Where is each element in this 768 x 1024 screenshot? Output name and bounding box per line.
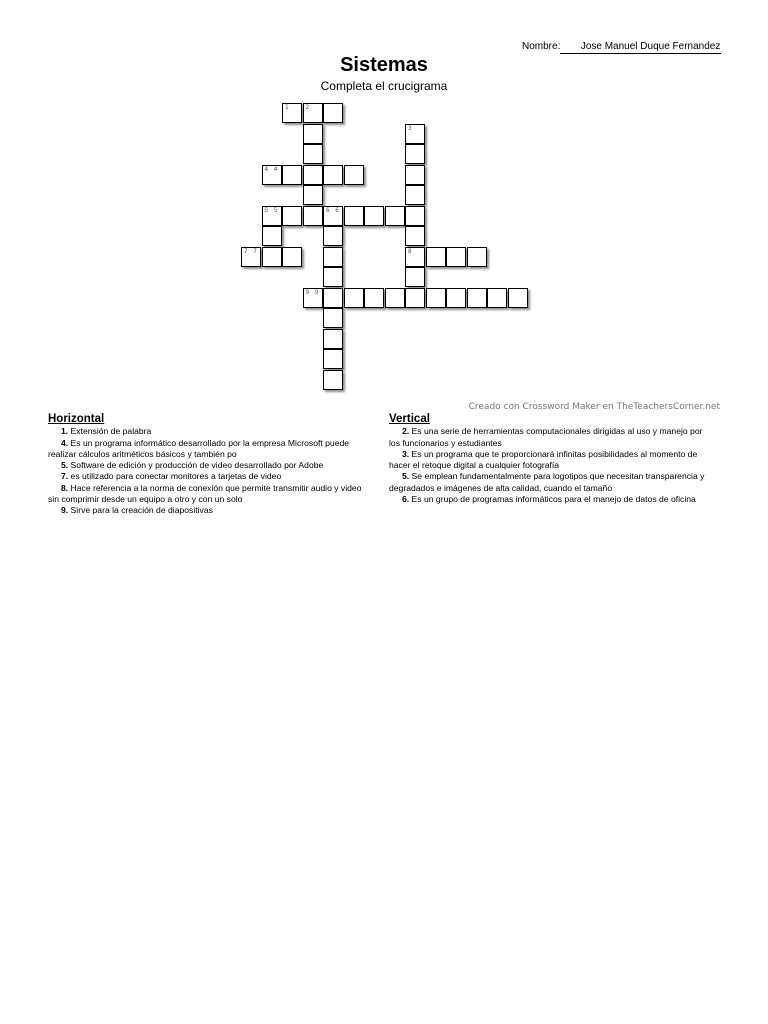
clue-number: 4.	[61, 437, 69, 448]
vertical-clues	[389, 414, 709, 505]
clue-number: 7.	[61, 471, 69, 482]
crossword-cell[interactable]	[262, 247, 282, 267]
name-label: Nombre:	[522, 41, 561, 52]
clue-item	[48, 483, 368, 506]
crossword-cell[interactable]	[467, 288, 487, 308]
clue-text: Es un programa informático desarrollado por la empresa Microsoft puede realizar cálculos aritméticos básicos y también po	[48, 437, 350, 459]
crossword-cell[interactable]	[323, 103, 343, 123]
clue-item	[389, 471, 709, 494]
horizontal-heading: Horizontal	[48, 413, 105, 425]
page-title: Sistemas	[340, 54, 428, 76]
horizontal-clues	[48, 414, 368, 517]
clue-item	[389, 494, 709, 505]
clue-text: Es un programa que te proporcionará infinitas posibilidades al momento de hacer el retoque digital a cualquier fotografía	[389, 448, 698, 471]
crossword-cell[interactable]	[323, 349, 343, 369]
crossword-cell[interactable]	[303, 185, 323, 205]
vertical-heading: Vertical	[389, 413, 430, 425]
clue-number: 8.	[61, 482, 69, 493]
clue-text: Sirve para la creación de diapositivas	[68, 505, 213, 516]
clue-item	[48, 438, 368, 461]
clue-text: Es un grupo de programas informáticos para el manejo de datos de oficina	[409, 494, 696, 505]
crossword-cell[interactable]	[303, 288, 323, 308]
clue-item	[48, 460, 368, 471]
crossword-cell[interactable]	[364, 288, 384, 308]
clue-text: Hace referencia a la norma de conexión que permite transmitir audio y video sin comprimir desde un equipo a otro y con un solo	[48, 482, 362, 505]
crossword-cell[interactable]	[303, 124, 323, 144]
clue-number: 2.	[402, 426, 410, 437]
credit-text: Creado con Crossword Maker en TheTeachersCorner.net	[468, 402, 720, 412]
crossword-cell[interactable]	[385, 288, 405, 308]
crossword-cell[interactable]	[323, 206, 343, 226]
clue-number: 5.	[402, 471, 410, 482]
crossword-cell[interactable]	[405, 247, 425, 267]
name-value: Jose Manuel Duque Fernandez	[560, 41, 721, 54]
clue-text: Se emplean fundamentalmente para logotipos que necesitan transparencia y degradados e imágenes de alta calidad, cuando el tamaño	[389, 471, 705, 493]
crossword-cell[interactable]	[323, 308, 343, 328]
crossword-cell[interactable]	[323, 267, 343, 287]
crossword-cell[interactable]	[262, 165, 282, 185]
crossword-cell[interactable]	[405, 288, 425, 308]
crossword-cell[interactable]	[405, 267, 425, 287]
crossword-cell[interactable]	[323, 370, 343, 390]
crossword-cell[interactable]	[487, 288, 507, 308]
crossword-cell[interactable]	[323, 329, 343, 349]
clue-item	[389, 449, 709, 472]
cell-number: 4 4	[264, 165, 279, 173]
clue-text: Software de edición y producción de video desarrollado por Adobe	[68, 460, 324, 471]
crossword-cell[interactable]	[262, 206, 282, 226]
clue-number: 5.	[61, 460, 69, 471]
clue-text: es utilizado para conectar monitores a tarjetas de video	[68, 471, 282, 482]
cell-number: 2	[305, 104, 311, 111]
clue-item	[48, 471, 368, 482]
page-subtitle: Completa el crucigrama	[320, 79, 448, 93]
crossword-cell[interactable]	[426, 288, 446, 308]
crossword-cell[interactable]	[405, 206, 425, 226]
clue-number: 3.	[402, 448, 410, 459]
crossword-cell[interactable]	[467, 247, 487, 267]
crossword-cell[interactable]	[405, 165, 425, 185]
crossword-cell[interactable]	[344, 165, 364, 185]
crossword-cell[interactable]	[323, 165, 343, 185]
vertical-clue-list	[389, 426, 709, 505]
crossword-cell[interactable]	[303, 103, 323, 123]
cell-number: 5 5	[264, 206, 279, 214]
crossword-cell[interactable]	[364, 206, 384, 226]
clue-text: Extensión de palabra	[68, 426, 152, 437]
cell-number: 7 7	[244, 247, 258, 255]
clue-number: 9.	[61, 505, 69, 516]
crossword-cell[interactable]	[344, 288, 364, 308]
cell-number: 1	[285, 104, 290, 111]
crossword-cell[interactable]	[323, 226, 343, 246]
clue-number: 6.	[402, 494, 410, 505]
cell-number: 6 6	[326, 206, 340, 214]
crossword-cell[interactable]	[344, 206, 364, 226]
crossword-cell[interactable]	[323, 247, 343, 267]
crossword-grid	[0, 0, 768, 420]
cell-number: 9 9	[305, 288, 320, 296]
clue-item	[48, 426, 368, 437]
crossword-cell[interactable]	[303, 206, 323, 226]
clue-text: Es una serie de herramientas computacionales dirigidas al uso y manejo por los funcionarios y estudiantes	[389, 426, 703, 448]
crossword-cell[interactable]	[385, 206, 405, 226]
crossword-cell[interactable]	[405, 144, 425, 164]
clue-item	[389, 426, 709, 449]
crossword-cell[interactable]	[262, 226, 282, 246]
crossword-cell[interactable]	[282, 165, 302, 185]
crossword-cell[interactable]	[508, 288, 528, 308]
crossword-cell[interactable]	[323, 288, 343, 308]
cell-number: 8	[408, 247, 413, 255]
crossword-cell[interactable]	[303, 144, 323, 164]
crossword-cell[interactable]	[446, 288, 466, 308]
crossword-cell[interactable]	[241, 247, 261, 267]
crossword-cell[interactable]	[405, 185, 425, 205]
crossword-cell[interactable]	[282, 247, 302, 267]
crossword-cell[interactable]	[405, 124, 425, 144]
crossword-cell[interactable]	[282, 103, 302, 123]
cell-number: 3	[408, 124, 413, 132]
clue-number: 1.	[61, 426, 69, 437]
crossword-cell[interactable]	[446, 247, 466, 267]
crossword-cell[interactable]	[426, 247, 446, 267]
horizontal-clue-list	[48, 426, 368, 516]
crossword-cell[interactable]	[303, 165, 323, 185]
crossword-cell[interactable]	[405, 226, 425, 246]
clue-item	[48, 505, 368, 516]
crossword-cell[interactable]	[282, 206, 302, 226]
